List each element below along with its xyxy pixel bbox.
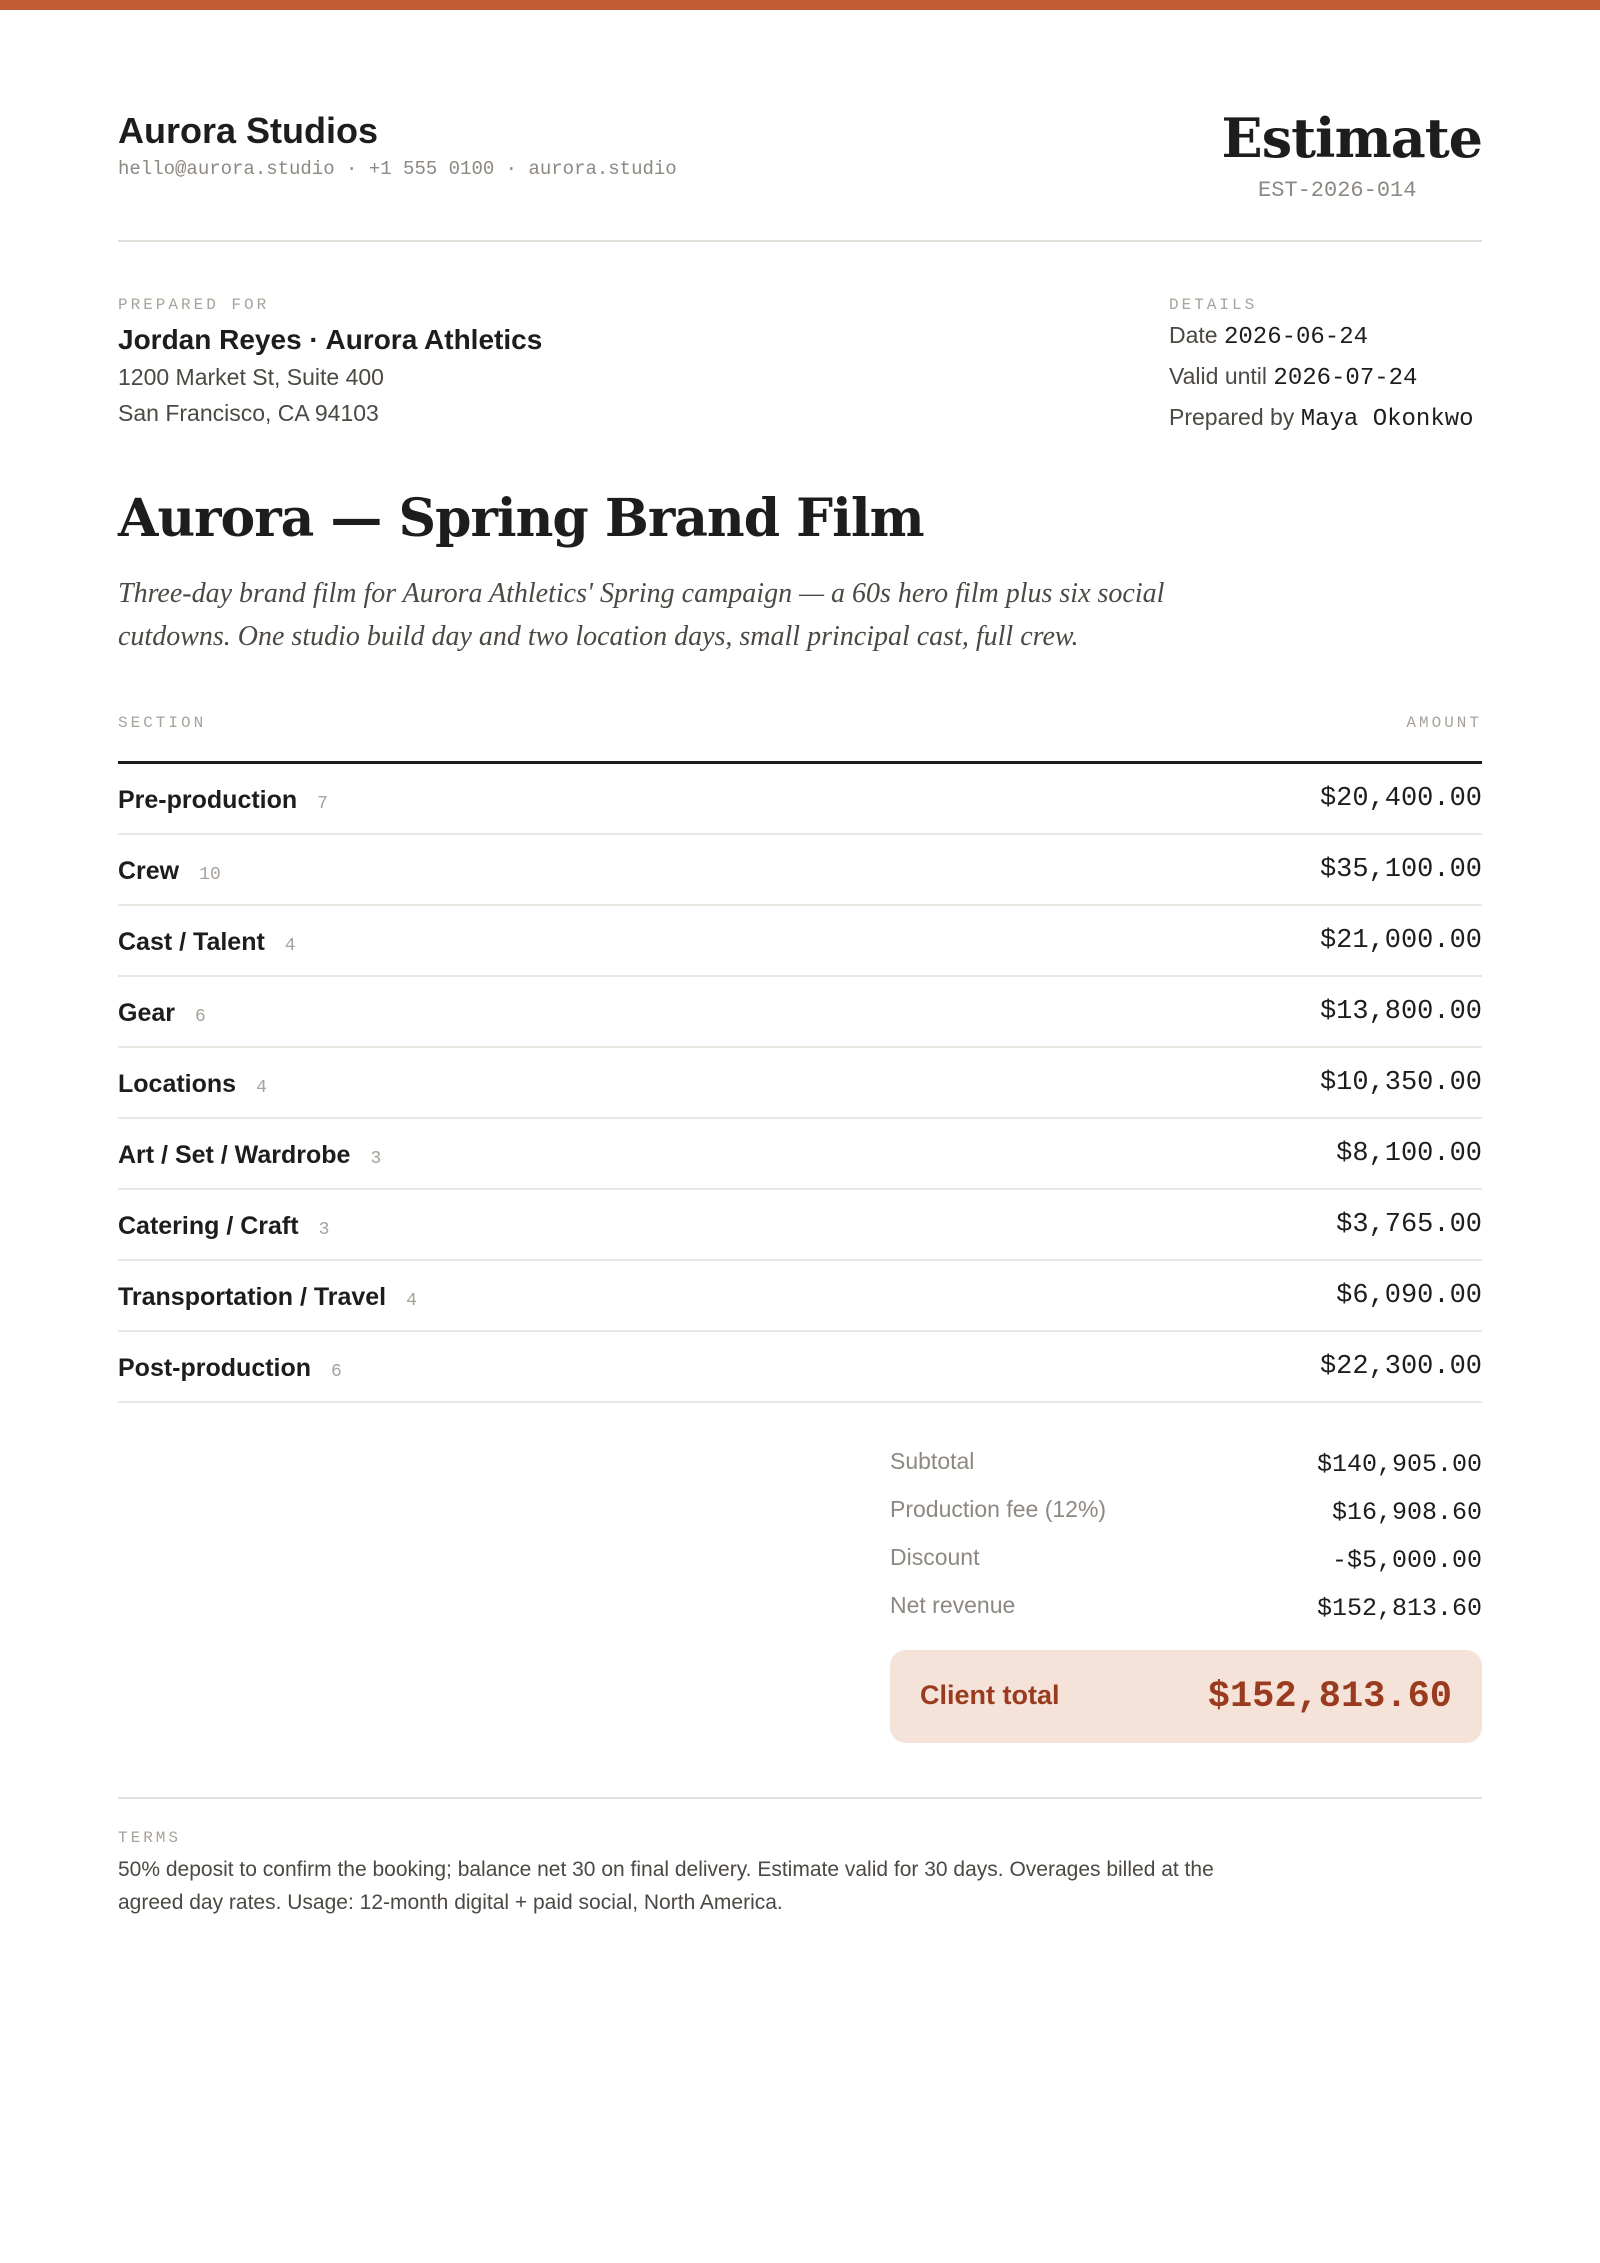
subtotal-line (890, 1440, 1482, 1488)
row-amount: $35,100.00 (1319, 855, 1482, 885)
row-amount: $13,800.00 (1319, 997, 1482, 1027)
subtotal-value: $140,905.00 (1316, 1450, 1482, 1479)
table-row (118, 1048, 1482, 1119)
table-row (118, 764, 1482, 835)
row-section-label: Post-production (118, 1354, 312, 1382)
net-revenue-line (890, 1584, 1482, 1632)
studio-contact: hello@aurora.studio · +1 555 0100 · aurora.studio (118, 158, 677, 180)
table-header (118, 714, 1482, 732)
row-item-count: 4 (406, 1291, 417, 1311)
row-amount: $21,000.00 (1319, 926, 1482, 956)
subtotal-label: Subtotal (890, 1448, 975, 1474)
document-number: EST-2026-014 (1258, 178, 1417, 203)
production-fee-label: Production fee (12%) (890, 1496, 1107, 1522)
totals-summary (890, 1440, 1482, 1632)
client-address-line1: 1200 Market St, Suite 400 (118, 364, 384, 390)
detail-prepared-value: Maya Okonkwo (1300, 406, 1474, 433)
row-amount: $6,090.00 (1336, 1281, 1482, 1311)
client-total-label: Client total (920, 1680, 1060, 1710)
detail-date (1169, 316, 1482, 357)
details-block (1169, 296, 1482, 439)
production-fee-line (890, 1488, 1482, 1536)
detail-date-value: 2026-06-24 (1223, 324, 1369, 351)
row-section-label: Transportation / Travel (118, 1283, 387, 1311)
row-item-count: 6 (331, 1362, 342, 1382)
row-section-label: Pre-production (118, 786, 298, 814)
detail-valid-value: 2026-07-24 (1273, 365, 1418, 392)
row-section-label: Crew (118, 857, 180, 885)
document-header (118, 106, 1482, 216)
prepared-for-block (118, 296, 542, 428)
row-item-count: 6 (194, 1007, 206, 1027)
row-section-label: Locations (118, 1070, 237, 1098)
table-row (118, 977, 1482, 1048)
row-section-label: Cast / Talent (118, 928, 265, 956)
table-row (118, 835, 1482, 906)
terms-heading: TERMS (118, 1829, 182, 1847)
client-address-line2: San Francisco, CA 94103 (118, 400, 379, 426)
row-item-count: 3 (318, 1220, 330, 1240)
row-section-label: Gear (118, 999, 175, 1027)
detail-valid-label: Valid until (1169, 363, 1268, 389)
terms-text: 50% deposit to confirm the booking; balance net 30 on final delivery. Estimate valid for 30 days. Overages billed at the agreed day rates. Usage: 12-month digital + paid social, North America. (118, 1858, 1214, 1914)
amount-column-header: AMOUNT (1406, 714, 1482, 732)
details-heading: DETAILS (1169, 296, 1258, 314)
studio-name: Aurora Studios (118, 110, 379, 151)
detail-valid-until (1169, 357, 1482, 398)
row-item-count: 10 (199, 865, 221, 885)
row-item-count: 4 (256, 1078, 267, 1098)
table-row (118, 1190, 1482, 1261)
row-item-count: 3 (370, 1149, 382, 1169)
client-name: Jordan Reyes · Aurora Athletics (118, 324, 543, 355)
terms-block (118, 1829, 1482, 1919)
row-item-count: 4 (284, 936, 296, 956)
document-title: Estimate (1221, 106, 1482, 170)
section-column-header: SECTION (118, 714, 207, 732)
row-amount: $10,350.00 (1319, 1068, 1482, 1098)
table-row (118, 1261, 1482, 1332)
row-amount: $8,100.00 (1336, 1139, 1482, 1169)
prepared-for-heading: PREPARED FOR (118, 296, 270, 314)
header-divider (118, 240, 1482, 242)
table-row (118, 1119, 1482, 1190)
production-fee-value: $16,908.60 (1331, 1498, 1482, 1527)
row-section-label: Art / Set / Wardrobe (118, 1141, 351, 1169)
row-section-label: Catering / Craft (118, 1212, 299, 1240)
row-amount: $22,300.00 (1319, 1352, 1482, 1382)
project-description: Three-day brand film for Aurora Athletics' Spring campaign — a 60s hero film plus six social cutdowns. One studio build day and two location days, small principal cast, full crew. (118, 578, 1165, 652)
client-total-box (890, 1650, 1482, 1743)
net-revenue-label: Net revenue (890, 1592, 1016, 1618)
net-revenue-value: $152,813.60 (1316, 1594, 1482, 1623)
row-item-count: 7 (317, 794, 328, 814)
row-amount: $3,765.00 (1336, 1210, 1482, 1240)
detail-date-label: Date (1169, 322, 1218, 348)
discount-label: Discount (890, 1544, 980, 1570)
discount-value: -$5,000.00 (1331, 1546, 1482, 1575)
detail-prepared-label: Prepared by (1169, 404, 1295, 430)
line-items (118, 764, 1482, 1403)
table-row (118, 1332, 1482, 1403)
client-total-value: $152,813.60 (1207, 1676, 1452, 1718)
detail-prepared-by (1169, 398, 1482, 439)
discount-line (890, 1536, 1482, 1584)
project-title: Aurora — Spring Brand Film (118, 488, 924, 549)
accent-bar (0, 0, 1600, 10)
table-row (118, 906, 1482, 977)
terms-divider (118, 1797, 1482, 1799)
row-amount: $20,400.00 (1319, 784, 1482, 814)
